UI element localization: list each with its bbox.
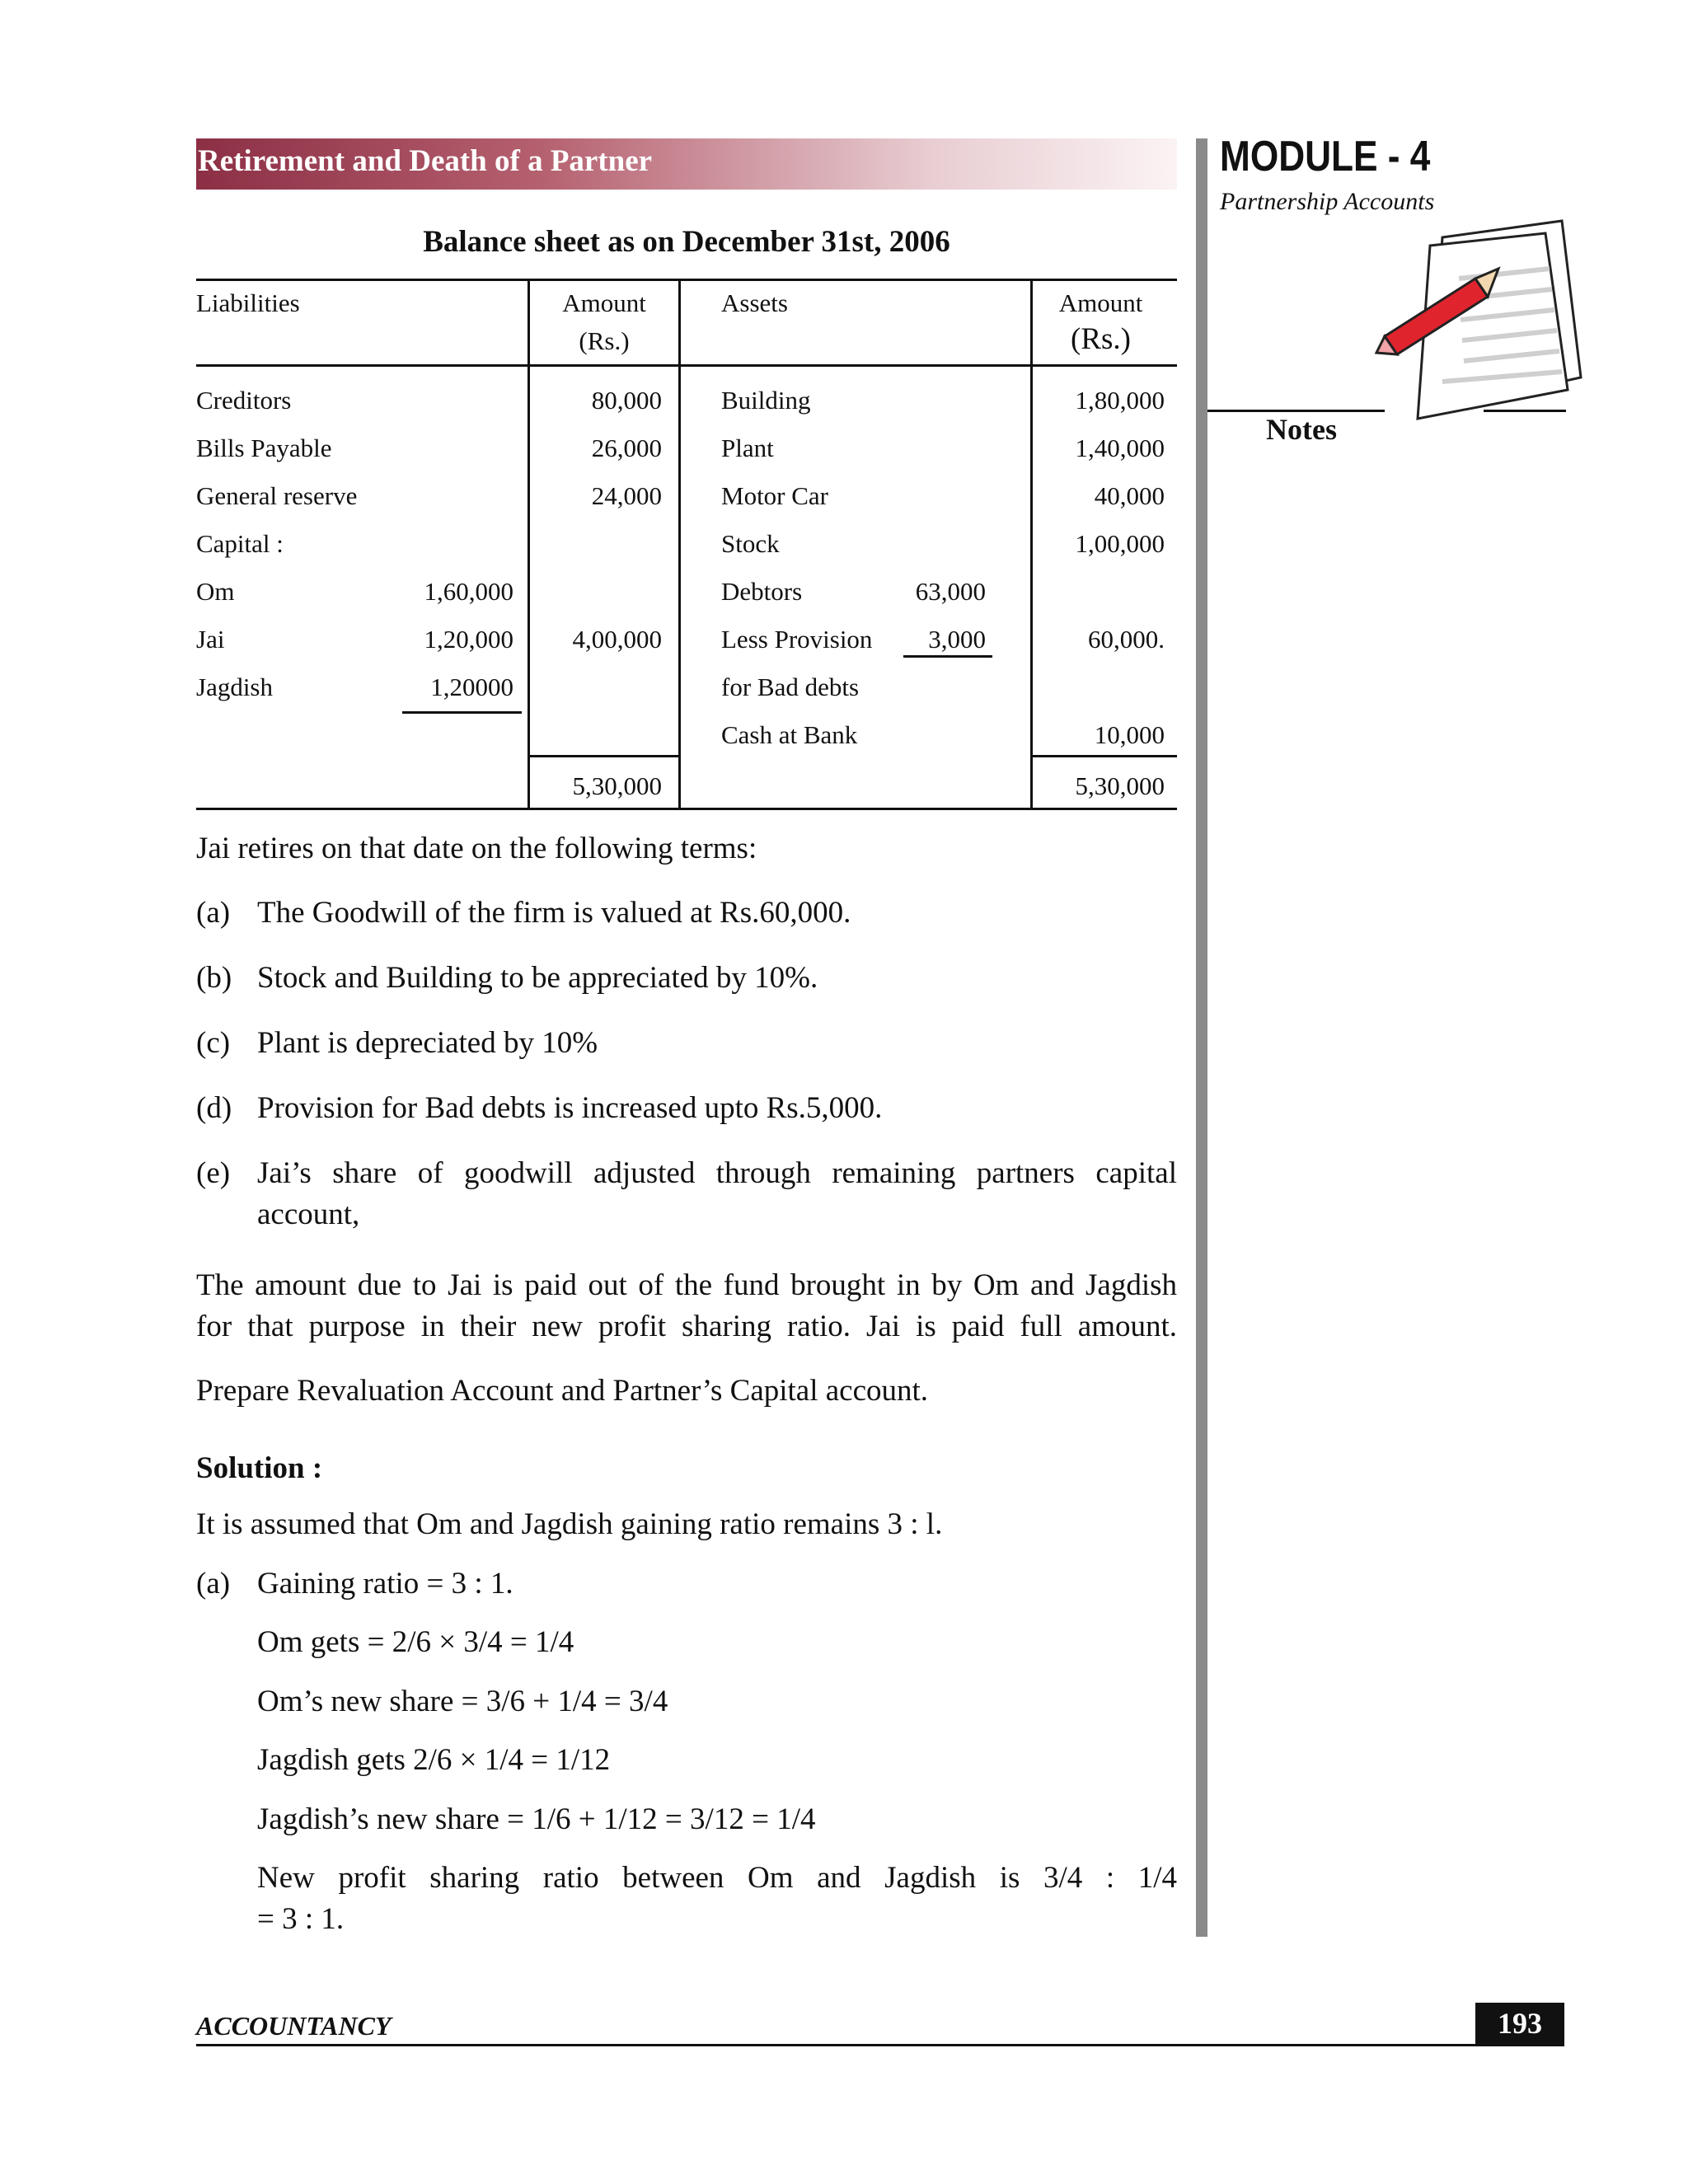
- notes-rule-right: [1484, 410, 1566, 412]
- asset-amount: 1,80,000: [1075, 386, 1165, 415]
- asset-amount: 10,000: [1094, 720, 1165, 749]
- asset-amount: 40,000: [1094, 481, 1165, 510]
- asset-label: Debtors: [721, 577, 803, 606]
- gaining-label: (a): [196, 1567, 231, 1601]
- paragraph-line: for that purpose in their new profit sharing ratio. Jai is paid full amount.: [196, 1310, 1177, 1343]
- module-subtitle: Partnership Accounts: [1220, 188, 1435, 215]
- liability-label: Capital :: [196, 529, 284, 558]
- header-assets: Assets: [721, 288, 788, 317]
- header-liabilities: Liabilities: [196, 288, 300, 317]
- term-text: Provision for Bad debts is increased upto Rs.5,000.: [257, 1091, 883, 1125]
- total-rule-left: [530, 755, 681, 757]
- header-amount-right-unit: (Rs.): [1071, 322, 1131, 356]
- total-liabilities: 5,30,000: [572, 771, 662, 800]
- term-label: (a): [196, 896, 231, 930]
- table-col-rule-1: [528, 279, 530, 810]
- asset-label: Motor Car: [721, 481, 829, 510]
- term-label: (b): [196, 961, 232, 995]
- term-text: The Goodwill of the firm is valued at Rs.60,000.: [257, 896, 851, 930]
- liability-amount: 4,00,000: [572, 625, 662, 654]
- liability-label: Jai: [196, 625, 225, 654]
- chapter-title: Retirement and Death of a Partner: [198, 144, 653, 178]
- liability-sub-amount: 1,60,000: [424, 577, 513, 606]
- liability-amount: 26,000: [591, 434, 662, 462]
- liability-label: Om: [196, 577, 235, 606]
- intro-text: Jai retires on that date on the following terms:: [196, 832, 757, 865]
- header-amount-right: Amount: [1058, 288, 1143, 317]
- provision-rule: [903, 655, 992, 658]
- header-amount-left: Amount: [562, 288, 646, 317]
- asset-label: Building: [721, 386, 811, 415]
- term-label: (d): [196, 1091, 232, 1125]
- calc-line: Jagdish’s new share = 1/6 + 1/12 = 3/12 = 1/4: [257, 1802, 816, 1836]
- asset-amount: 1,40,000: [1075, 434, 1165, 462]
- asset-label: Plant: [721, 434, 774, 462]
- asset-sub-amount: 3,000: [928, 625, 986, 654]
- assumption-text: It is assumed that Om and Jagdish gaining ratio remains 3 : l.: [196, 1507, 943, 1541]
- footer-rule: [196, 2044, 1564, 2046]
- liability-sub-amount: 1,20000: [430, 673, 513, 701]
- liability-label: Bills Payable: [196, 434, 332, 462]
- page-number: 193: [1475, 2003, 1564, 2044]
- term-text: Stock and Building to be appreciated by 10%.: [257, 961, 818, 995]
- final-ratio-line: New profit sharing ratio between Om and Jagdish is 3/4 : 1/4: [257, 1861, 1177, 1895]
- calc-line: Om gets = 2/6 × 3/4 = 1/4: [257, 1625, 574, 1659]
- term-text: Jai’s share of goodwill adjusted through remaining partners capital: [257, 1156, 1177, 1190]
- liability-label: Creditors: [196, 386, 292, 415]
- footer-subject: ACCOUNTANCY: [196, 2011, 392, 2041]
- term-label: (c): [196, 1026, 231, 1060]
- prepare-text: Prepare Revaluation Account and Partner’s Capital account.: [196, 1374, 929, 1408]
- header-amount-left-unit: (Rs.): [579, 326, 630, 355]
- asset-amount: 1,00,000: [1075, 529, 1165, 558]
- asset-label: Cash at Bank: [721, 720, 858, 749]
- calc-line: Om’s new share = 3/6 + 1/4 = 3/4: [257, 1685, 668, 1718]
- asset-label: Stock: [721, 529, 780, 558]
- notes-pencil-icon: [1352, 213, 1582, 443]
- notes-label: Notes: [1266, 413, 1337, 446]
- gaining-text: Gaining ratio = 3 : 1.: [257, 1567, 513, 1601]
- balance-sheet-table: [196, 279, 1177, 813]
- asset-label: for Bad debts: [721, 673, 860, 701]
- liability-label: General reserve: [196, 481, 358, 510]
- total-rule-right: [1033, 755, 1177, 757]
- asset-label: Less Provision: [721, 625, 873, 654]
- chapter-header-band: [196, 138, 1177, 190]
- capital-subtotal-rule: [402, 711, 522, 714]
- liability-label: Jagdish: [196, 673, 273, 701]
- liability-amount: 80,000: [591, 386, 662, 415]
- asset-amount: 60,000.: [1088, 625, 1165, 654]
- paragraph-line: The amount due to Jai is paid out of the fund brought in by Om and Jagdish: [196, 1268, 1177, 1302]
- solution-heading: Solution :: [196, 1451, 323, 1485]
- module-title: MODULE - 4: [1220, 133, 1431, 180]
- table-col-rule-2: [678, 279, 681, 810]
- term-label: (e): [196, 1156, 231, 1190]
- term-text-continued: account,: [257, 1197, 360, 1231]
- balance-sheet-title: Balance sheet as on December 31st, 2006: [423, 225, 950, 259]
- asset-sub-amount: 63,000: [915, 577, 986, 606]
- sidebar-divider: [1196, 138, 1207, 1937]
- term-item: [196, 1153, 1177, 1235]
- liability-sub-amount: 1,20,000: [424, 625, 513, 654]
- term-text: Plant is depreciated by 10%: [257, 1026, 598, 1060]
- total-assets: 5,30,000: [1075, 771, 1165, 800]
- liability-amount: 24,000: [591, 481, 662, 510]
- calc-line: Jagdish gets 2/6 × 1/4 = 1/12: [257, 1743, 611, 1777]
- final-ratio-line: = 3 : 1.: [257, 1902, 345, 1936]
